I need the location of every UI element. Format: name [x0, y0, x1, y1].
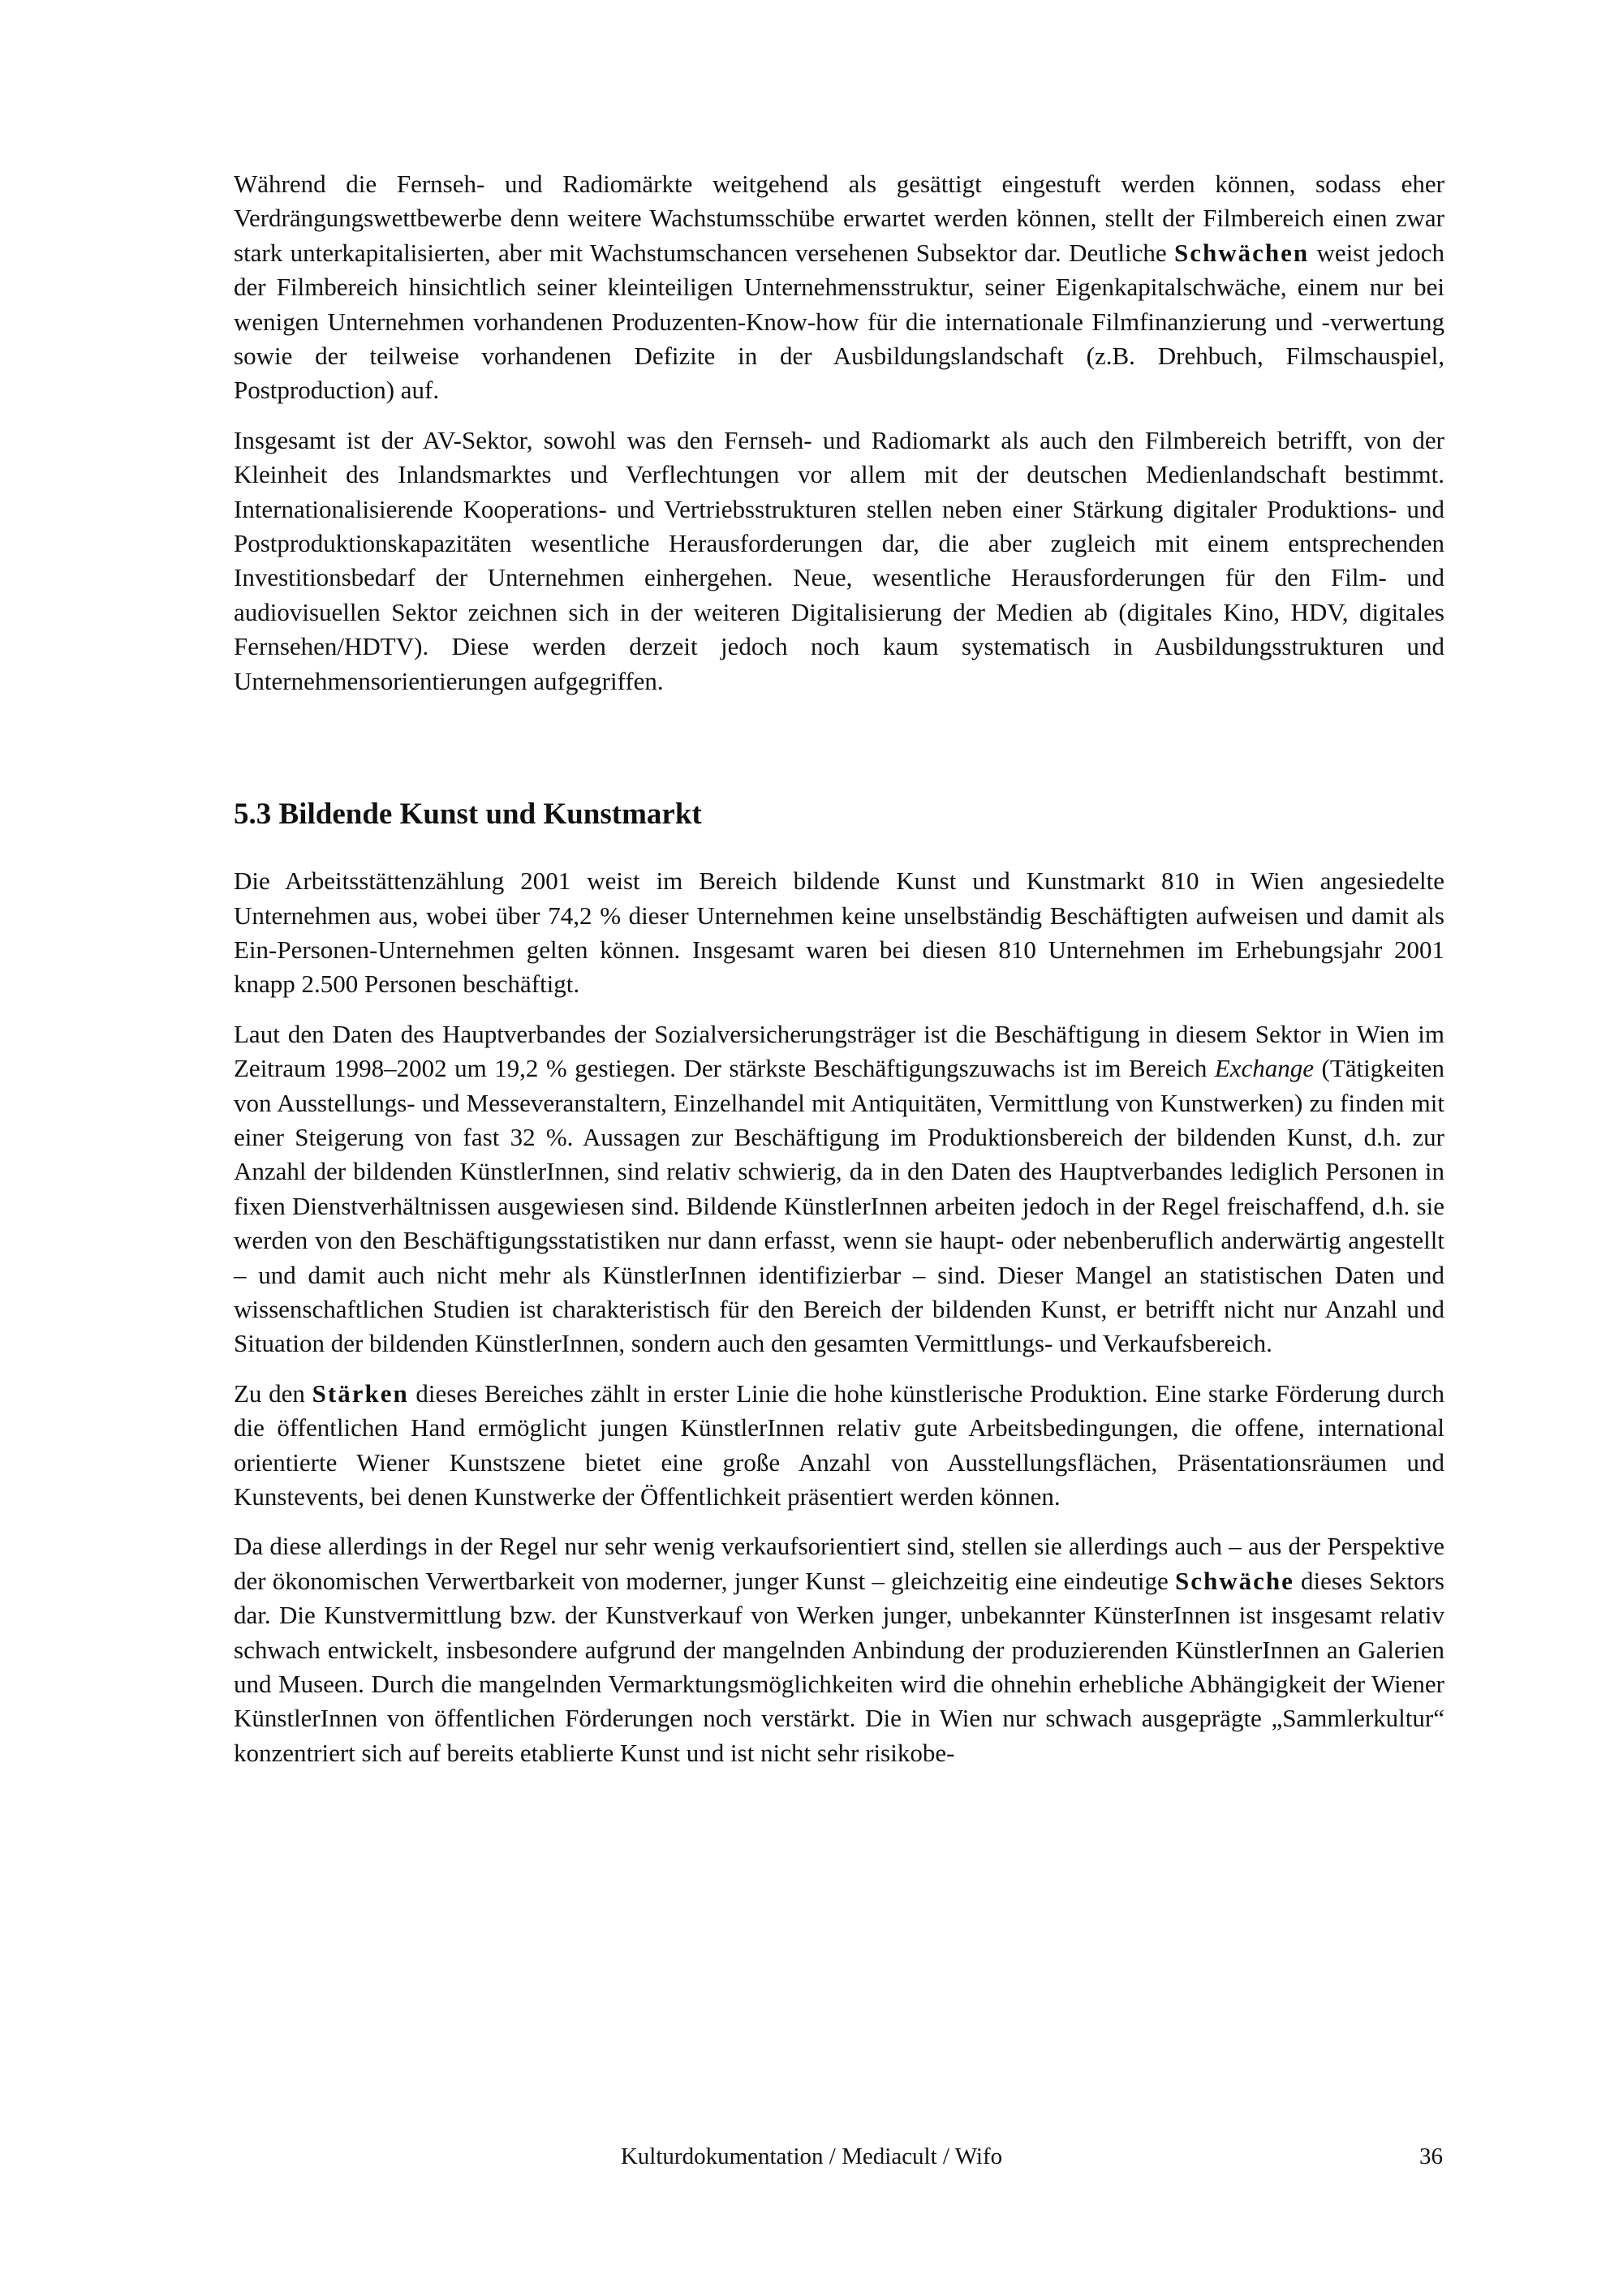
paragraph-text: dieses Sektors dar. Die Kunstvermittlung bzw. der Kunstverkauf von Werken junger, unbekannter KünsterInnen ist insgesamt relativ schwach entwickelt, insbesondere aufgrund der mangelnden Anbindung der produzierenden KünstlerInnen an Galerien und Museen. Durch die mangelnden Vermarktungsmöglichkeiten wird die ohnehin erhebliche Abhängigkeit der Wiener KünstlerInnen von öffentlichen Förderungen noch verstärkt. Die in Wien nur schwach ausgeprägte „Sammlerkultur“ konzentriert sich auf bereits etablierte Kunst und ist nicht sehr risikobe-: [234, 1566, 1444, 1767]
paragraph-weaknesses: [234, 1529, 1444, 1770]
footer-source: Kulturdokumentation / Mediacult / Wifo: [620, 2143, 1003, 2169]
paragraph-text: Während die Fernseh- und Radiomärkte weitgehend als gesättigt eingestuft werden können, sodass eher Verdrängungswettbewerbe denn weitere Wachstumsschübe erwartet werden können, stellt der Filmbereich einen zwar stark unterkapitalisierten, aber mit Wachstumschancen versehenen Subsektor dar. Deutliche: [234, 170, 1444, 267]
paragraph-text: Laut den Daten des Hauptverbandes der Sozialversicherungsträger ist die Beschäftigung in diesem Sektor in Wien im Zeitraum 1998–2002 um 19,2 % gestiegen. Der stärkste Beschäftigungszuwachs ist im Bereich: [234, 1019, 1444, 1083]
paragraph-text: weist jedoch der Filmbereich hinsichtlich seiner kleinteiligen Unternehmensstruktur, seiner Eigenkapitalschwäche, einem nur bei wenigen Unternehmen vorhandenen Produzenten-Know-how für die internationale Filmfinanzierung und -verwertung sowie der teilweise vorhandenen Defizite in der Ausbildungslandschaft (z.B. Drehbuch, Filmschauspiel, Postproduction) auf.: [234, 238, 1444, 405]
paragraph-strengths: [234, 1377, 1444, 1515]
emphasis-schwaeche: Schwäche: [1174, 1566, 1294, 1595]
page-body: [234, 167, 1444, 1786]
page-number: 36: [1419, 2143, 1443, 2169]
section-heading: 5.3 Bildende Kunst und Kunstmarkt: [234, 798, 702, 832]
paragraph-av-sector-summary: Insgesamt ist der AV-Sektor, sowohl was den Fernseh- und Radiomarkt als auch den Filmbereich betrifft, von der Kleinheit des Inlandsmarktes und Verflechtungen vor allem mit der deutschen Medienlandschaft bestimmt. Internationalisierende Kooperations- und Vertriebsstrukturen stellen neben einer Stärkung digitaler Produktions- und Postproduktionskapazitäten wesentliche Herausforderungen dar, die aber zugleich mit einem entsprechenden Investitionsbedarf der Unternehmen einhergehen. Neue, wesentliche Herausforderungen für den Film- und audiovisuellen Sektor zeichnen sich in der weiteren Digitalisierung der Medien ab (digitales Kino, HDV, digitales Fernsehen/HDTV). Diese werden derzeit jedoch noch kaum systematisch in Ausbildungsstrukturen und Unternehmensorientierungen aufgegriffen.: [234, 425, 1444, 695]
paragraph-arbeitsstaettenzaehlung: Die Arbeitsstättenzählung 2001 weist im Bereich bildende Kunst und Kunstmarkt 810 in Wien angesiedelte Unternehmen aus, wobei über 74,2 % dieser Unternehmen keine unselbständig Beschäftigten aufweisen und damit als Ein-Personen-Unternehmen gelten können. Insgesamt waren bei diesen 810 Unternehmen im Erhebungsjahr 2001 knapp 2.500 Personen beschäftigt.: [234, 866, 1444, 999]
paragraph-text: Da diese allerdings in der Regel nur sehr wenig verkaufsorientiert sind, stellen sie allerdings auch – aus der Perspektive der ökonomischen Verwertbarkeit von moderner, junger Kunst – gleichzeitig eine eindeutige: [234, 1532, 1444, 1595]
paragraph-text: dieses Bereiches zählt in erster Linie die hohe künstlerische Produktion. Eine starke Förderung durch die öffentlichen Hand ermöglicht jungen KünstlerInnen relativ gute Arbeitsbedingungen, die offene, international orientierte Wiener Kunstszene bietet eine große Anzahl von Ausstellungsflächen, Präsentationsräumen und Kunstevents, bei denen Kunstwerke der Öffentlichkeit präsentiert werden können.: [234, 1378, 1445, 1511]
emphasis-schwaechen: Schwächen: [1174, 238, 1310, 267]
paragraph-av-market-strengths: [234, 167, 1444, 408]
paragraph-text: (Tätigkeiten von Ausstellungs- und Messeveranstaltern, Einzelhandel mit Antiquitäten, Vermittlung von Kunstwerken) zu finden mit einer Steigerung von fast 32 %. Aussagen zur Beschäftigung im Produktionsbereich der bildenden Kunst, d.h. zur Anzahl der bildenden KünstlerInnen, sind relativ schwierig, da in den Daten des Hauptverbandes lediglich Personen in fixen Dienstverhältnissen ausgewiesen sind. Bildende KünstlerInnen arbeiten jedoch in der Regel freischaffend, d.h. sie werden von den Beschäftigungsstatistiken nur dann erfasst, wenn sie haupt- oder nebenberuflich anderwärtig angestellt – und damit auch nicht mehr als KünstlerInnen identifizierbar – sind. Dieser Mangel an statistischen Daten und wissenschaftlichen Studien ist charakteristisch für den Bereich der bildenden Kunst, er betrifft nicht nur Anzahl und Situation der bildenden KünstlerInnen, sondern auch den gesamten Vermittlungs- und Verkaufsbereich.: [234, 1054, 1444, 1358]
paragraph-text: Zu den: [234, 1378, 312, 1408]
emphasis-staerken: Stärken: [312, 1378, 409, 1408]
paragraph-employment-data: [234, 1017, 1444, 1361]
emphasis-exchange: Exchange: [1214, 1054, 1315, 1083]
